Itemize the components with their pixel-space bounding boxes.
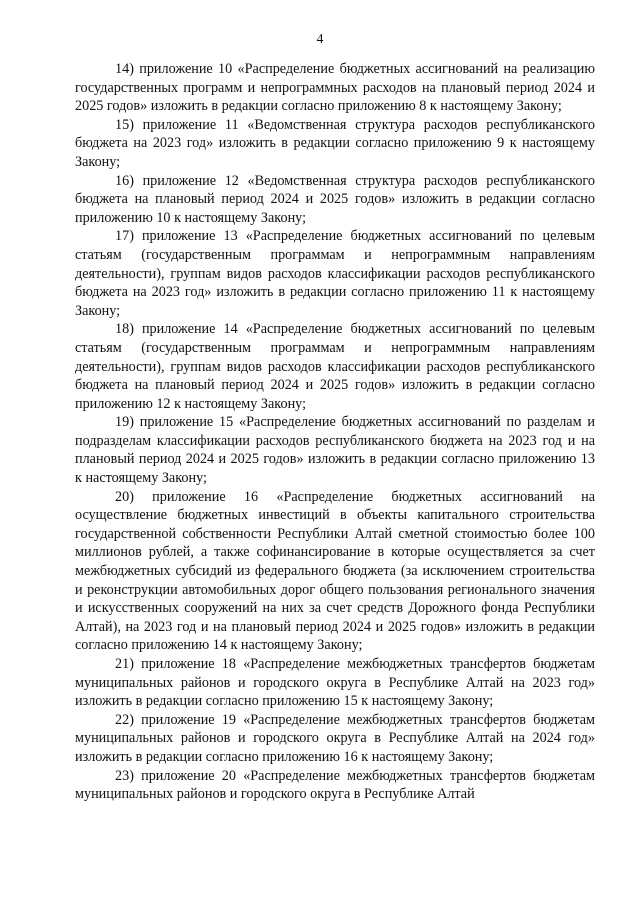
list-item-22: 22) приложение 19 «Распределение межбюджетных трансфертов бюджетам муниципальных районов и городского округа в Республике Алтай на 2024 год» изложить в редакции согласно приложению 16 к настоящему Закону; [75,711,595,765]
document-body [75,60,595,804]
page-number: 4 [316,31,324,46]
list-item-17: 17) приложение 13 «Распределение бюджетных ассигнований по целевым статьям (государственным программам и непрограммным направлениям деятельности), группам видов расходов классификации расходов республиканского бюджета на 2023 год» изложить в редакции согласно приложению 11 к настоящему Закону; [75,228,595,319]
list-item-18: 18) приложение 14 «Распределение бюджетных ассигнований по целевым статьям (государственным программам и непрограммным направлениям деятельности), группам видов расходов классификации расходов республиканского бюджета на плановый период 2024 и 2025 годов» изложить в редакции согласно приложению 12 к настоящему Закону; [75,321,595,412]
list-item-19: 19) приложение 15 «Распределение бюджетных ассигнований по разделам и подразделам классификации расходов республиканского бюджета на 2023 год и на плановый период 2024 и 2025 годов» изложить в редакции согласно приложению 13 к настоящему Закону; [75,414,595,487]
list-item-20: 20) приложение 16 «Распределение бюджетных ассигнований на осуществление бюджетных инвестиций в объекты капитального строительства государственной собственности Республики Алтай сметной стоимостью более 100 миллионов рублей, а также софинансирование в которые осуществляется за счет межбюджетных субсидий из федерального бюджета (за исключением строительства и реконструкции автомобильных дорог общего пользования регионального значения и искусственных сооружений на них за счет средств Дорожного фонда Республики Алтай), на 2023 год и на плановый период 2024 и 2025 годов» изложить в редакции согласно приложению 14 к настоящему Закону; [75,488,595,654]
list-item-14: 14) приложение 10 «Распределение бюджетных ассигнований на реализацию государственных программ и непрограммных расходов на плановый период 2024 и 2025 годов» изложить в редакции согласно приложению 8 к настоящему Закону; [75,61,595,115]
list-item-16: 16) приложение 12 «Ведомственная структура расходов республиканского бюджета на плановый период 2024 и 2025 годов» изложить в редакции согласно приложению 10 к настоящему Закону; [75,172,595,226]
list-item-21: 21) приложение 18 «Распределение межбюджетных трансфертов бюджетам муниципальных районов и городского округа в Республике Алтай на 2023 год» изложить в редакции согласно приложению 15 к настоящему Закону; [75,656,595,710]
list-item-15: 15) приложение 11 «Ведомственная структура расходов республиканского бюджета на 2023 год» изложить в редакции согласно приложению 9 к настоящему Закону; [75,116,595,170]
list-item-23: 23) приложение 20 «Распределение межбюджетных трансфертов бюджетам муниципальных районов и городского округа в Республике Алтай [75,767,595,803]
